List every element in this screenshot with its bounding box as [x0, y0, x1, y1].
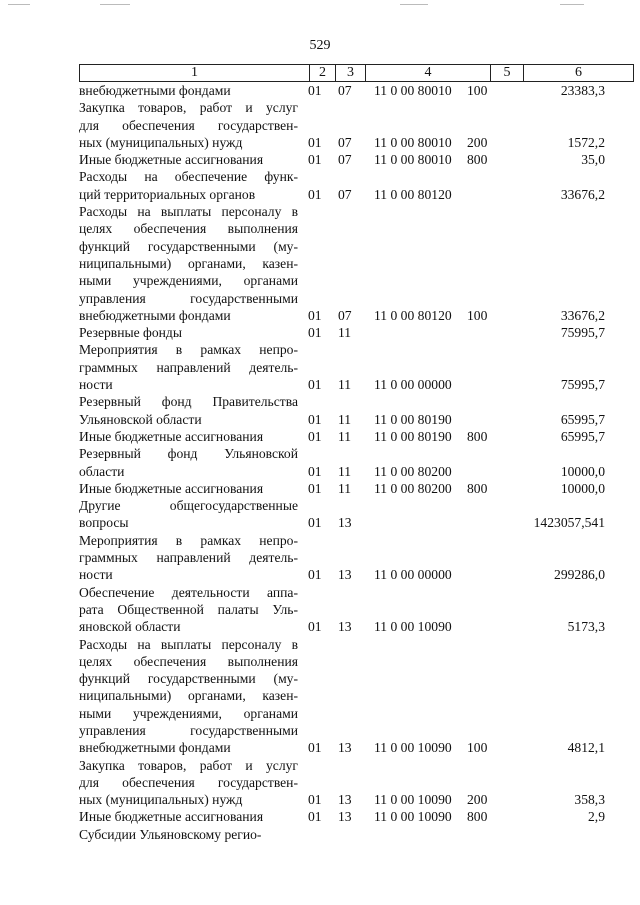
- cell-c4: 11 0 00 80190: [374, 428, 452, 444]
- cell-c3: 13: [338, 740, 352, 756]
- description-line: Другие общегосударственные: [79, 498, 298, 514]
- cell-c4: 11 0 00 10090: [374, 792, 452, 808]
- table-row: [79, 636, 607, 757]
- description-line: Иные бюджетные ассигнования: [79, 809, 264, 825]
- description-line: Мероприятия в рамках непро-: [79, 532, 298, 548]
- row-description: [79, 393, 298, 428]
- row-description: [79, 480, 298, 497]
- row-description: [79, 808, 298, 825]
- cell-c4: 11 0 00 80120: [374, 186, 452, 202]
- description-line: Резервный фонд Правительства: [79, 394, 298, 410]
- cell-c5: 200: [467, 134, 488, 150]
- scan-speck: [560, 4, 584, 5]
- row-description: [79, 151, 298, 168]
- description-line: ниципальными) органами, казен-: [79, 688, 298, 704]
- cell-c5: 100: [467, 83, 488, 98]
- row-description: [79, 168, 298, 203]
- row-description: [79, 203, 298, 324]
- cell-c6: 33676,2: [560, 307, 605, 323]
- description-line: ных (муниципальных) нужд: [79, 792, 243, 808]
- table-row: [79, 826, 607, 843]
- row-description: [79, 99, 298, 151]
- cell-c6: 358,3: [574, 792, 605, 808]
- table-row: [79, 757, 607, 809]
- cell-c6: 65995,7: [560, 411, 605, 427]
- cell-c4: 11 0 00 80010: [374, 83, 452, 98]
- cell-c2: 01: [308, 809, 322, 825]
- cell-c6: 10000,0: [560, 463, 605, 479]
- cell-c2: 01: [308, 325, 322, 341]
- description-line: Иные бюджетные ассигнования: [79, 428, 264, 444]
- description-line: внебюджетными фондами: [79, 740, 231, 756]
- description-line: Мероприятия в рамках непро-: [79, 342, 298, 358]
- description-line: Резервные фонды: [79, 325, 182, 341]
- cell-c2: 01: [308, 480, 322, 496]
- cell-c2: 01: [308, 83, 322, 98]
- cell-c2: 01: [308, 567, 322, 583]
- table-row: [79, 428, 607, 445]
- row-description: [79, 428, 298, 445]
- cell-c3: 07: [338, 83, 352, 98]
- cell-c4: 11 0 00 80200: [374, 480, 452, 496]
- description-line: ными учреждениями, органами: [79, 705, 298, 721]
- cell-c4: 11 0 00 10090: [374, 809, 452, 825]
- description-line: Расходы на выплаты персоналу в: [79, 636, 298, 652]
- header-col-6: 6: [524, 65, 634, 82]
- description-line: Иные бюджетные ассигнования: [79, 152, 264, 168]
- row-description: [79, 324, 298, 341]
- page-number: 529: [309, 38, 331, 53]
- description-line: Закупка товаров, работ и услуг: [79, 100, 298, 116]
- description-line: яновской области: [79, 619, 181, 635]
- cell-c3: 07: [338, 134, 352, 150]
- cell-c3: 11: [338, 377, 352, 393]
- table-row: [79, 480, 607, 497]
- cell-c6: 1423057,541: [533, 515, 605, 531]
- cell-c5: 100: [467, 740, 488, 756]
- cell-c4: 11 0 00 80010: [374, 134, 452, 150]
- budget-table-body: [79, 82, 607, 843]
- description-line: Ульяновской области: [79, 411, 202, 427]
- cell-c2: 01: [308, 515, 322, 531]
- header-col-5: 5: [491, 65, 524, 82]
- description-line: управления государственными: [79, 290, 298, 306]
- cell-c6: 5173,3: [567, 619, 605, 635]
- description-line: ниципальными) органами, казен-: [79, 255, 298, 271]
- description-line: для обеспечения государствен-: [79, 117, 298, 133]
- description-line: ности: [79, 567, 113, 583]
- description-line: целях обеспечения выполнения: [79, 221, 298, 237]
- table-row: [79, 203, 607, 324]
- cell-c2: 01: [308, 411, 322, 427]
- table-header: [79, 64, 634, 82]
- cell-c4: 11 0 00 00000: [374, 567, 452, 583]
- row-description: [79, 341, 298, 393]
- cell-c3: 11: [338, 480, 352, 496]
- description-line: Иные бюджетные ассигнования: [79, 480, 264, 496]
- description-line: целях обеспечения выполнения: [79, 653, 298, 669]
- table-row: [79, 341, 607, 393]
- cell-c5: 800: [467, 152, 488, 168]
- table-row: [79, 497, 607, 532]
- row-description: [79, 445, 298, 480]
- cell-c4: 11 0 00 80010: [374, 152, 452, 168]
- description-line: Расходы на обеспечение функ-: [79, 169, 298, 185]
- header-col-3: 3: [336, 65, 366, 82]
- cell-c2: 01: [308, 152, 322, 168]
- description-line: функций государственными (му-: [79, 238, 298, 254]
- row-description: [79, 82, 298, 99]
- cell-c6: 75995,7: [560, 325, 605, 341]
- row-description: [79, 584, 298, 636]
- table-row: [79, 808, 607, 825]
- cell-c2: 01: [308, 740, 322, 756]
- cell-c3: 13: [338, 619, 352, 635]
- cell-c4: 11 0 00 80200: [374, 463, 452, 479]
- row-description: [79, 826, 298, 843]
- table-row: [79, 393, 607, 428]
- row-description: [79, 497, 298, 532]
- description-line: рата Общественной палаты Уль-: [79, 601, 298, 617]
- description-line: Обеспечение деятельности аппа-: [79, 584, 298, 600]
- description-line: для обеспечения государствен-: [79, 774, 298, 790]
- description-line: ности: [79, 377, 113, 393]
- cell-c2: 01: [308, 792, 322, 808]
- cell-c4: 11 0 00 80120: [374, 307, 452, 323]
- cell-c2: 01: [308, 428, 322, 444]
- cell-c3: 07: [338, 152, 352, 168]
- cell-c3: 13: [338, 515, 352, 531]
- description-line: внебюджетными фондами: [79, 83, 231, 98]
- table-row: [79, 532, 607, 584]
- cell-c5: 800: [467, 809, 488, 825]
- cell-c6: 75995,7: [560, 377, 605, 393]
- table-row: [79, 324, 607, 341]
- cell-c5: 200: [467, 792, 488, 808]
- description-line: ных (муниципальных) нужд: [79, 134, 243, 150]
- scan-speck: [100, 4, 130, 5]
- header-col-2: 2: [310, 65, 336, 82]
- cell-c4: 11 0 00 10090: [374, 619, 452, 635]
- cell-c6: 10000,0: [560, 480, 605, 496]
- table-row: [79, 584, 607, 636]
- cell-c6: 23383,3: [560, 83, 605, 98]
- cell-c5: 800: [467, 480, 488, 496]
- table-row: [79, 151, 607, 168]
- cell-c2: 01: [308, 377, 322, 393]
- cell-c6: 1572,2: [567, 134, 605, 150]
- description-line: ными учреждениями, органами: [79, 273, 298, 289]
- scan-speck: [400, 4, 428, 5]
- cell-c2: 01: [308, 619, 322, 635]
- cell-c3: 11: [338, 463, 352, 479]
- row-description: [79, 757, 298, 809]
- cell-c5: 100: [467, 307, 488, 323]
- header-col-4: 4: [366, 65, 491, 82]
- cell-c3: 11: [338, 428, 352, 444]
- table-row: [79, 168, 607, 203]
- description-line: Расходы на выплаты персоналу в: [79, 204, 298, 220]
- cell-c6: 65995,7: [560, 428, 605, 444]
- table-row: [79, 99, 607, 151]
- description-line: граммных направлений деятель-: [79, 359, 298, 375]
- cell-c2: 01: [308, 463, 322, 479]
- cell-c6: 33676,2: [560, 186, 605, 202]
- cell-c6: 4812,1: [567, 740, 605, 756]
- cell-c4: 11 0 00 80190: [374, 411, 452, 427]
- cell-c6: 35,0: [581, 152, 605, 168]
- cell-c2: 01: [308, 186, 322, 202]
- cell-c3: 07: [338, 186, 352, 202]
- description-line: внебюджетными фондами: [79, 307, 231, 323]
- cell-c3: 11: [338, 325, 352, 341]
- description-line: управления государственными: [79, 722, 298, 738]
- cell-c3: 11: [338, 411, 352, 427]
- cell-c6: 2,9: [588, 809, 605, 825]
- cell-c4: 11 0 00 00000: [374, 377, 452, 393]
- description-line: вопросы: [79, 515, 129, 531]
- description-line: Закупка товаров, работ и услуг: [79, 757, 298, 773]
- cell-c3: 07: [338, 307, 352, 323]
- description-line: граммных направлений деятель-: [79, 550, 298, 566]
- cell-c2: 01: [308, 307, 322, 323]
- description-line: области: [79, 463, 125, 479]
- scan-speck: [8, 4, 30, 5]
- header-col-1: 1: [80, 65, 310, 82]
- row-description: [79, 636, 298, 757]
- description-line: Субсидии Ульяновскому регио-: [79, 826, 262, 842]
- table-row: [79, 445, 607, 480]
- description-line: Резервный фонд Ульяновской: [79, 446, 298, 462]
- row-description: [79, 532, 298, 584]
- cell-c2: 01: [308, 134, 322, 150]
- cell-c3: 13: [338, 567, 352, 583]
- cell-c3: 13: [338, 792, 352, 808]
- cell-c6: 299286,0: [554, 567, 605, 583]
- cell-c3: 13: [338, 809, 352, 825]
- description-line: функций государственными (му-: [79, 671, 298, 687]
- cell-c5: 800: [467, 428, 488, 444]
- description-line: ций территориальных органов: [79, 186, 256, 202]
- table-row: [79, 82, 607, 99]
- cell-c4: 11 0 00 10090: [374, 740, 452, 756]
